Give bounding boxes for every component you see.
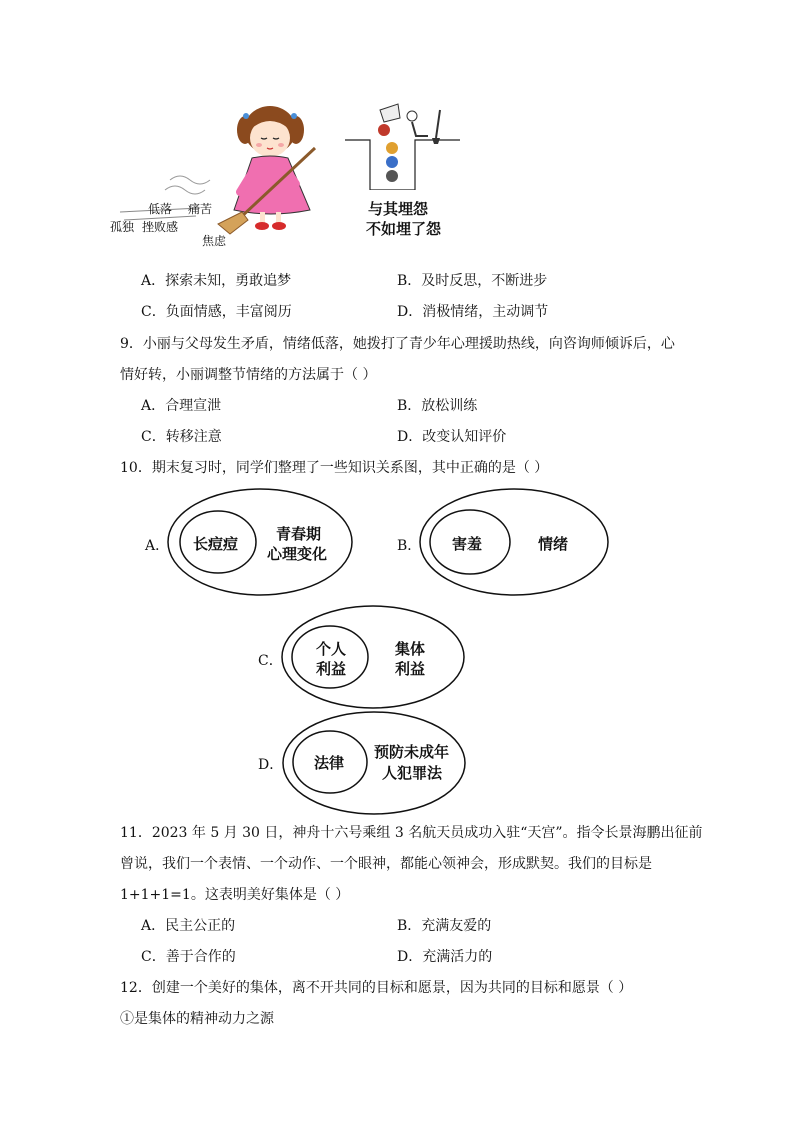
diagram-a-outer-text-1: 青春期	[276, 525, 322, 543]
diagram-c-inner-text-2: 利益	[316, 660, 347, 678]
diagram-a-outer-text-2: 心理变化	[267, 545, 328, 563]
q11-stem-line2: 曾说，我们一个表情、一个动作、一个眼神，都能心领神会，形成默契。我们的目标是	[120, 856, 652, 872]
q12-item-1: ①是集体的精神动力之源	[120, 1011, 274, 1027]
word-pain: 痛苦	[188, 202, 213, 216]
q11-option-c: C．善于合作的	[141, 949, 236, 965]
caption-line1: 与其埋怨	[368, 200, 429, 218]
q10-diagram-c-label: C．	[258, 653, 283, 669]
q9-option-c: C．转移注意	[141, 429, 222, 445]
q10-stem: 10．期末复习时，同学们整理了一些知识关系图，其中正确的是（ ）	[120, 460, 549, 476]
diagram-c-inner-text-1: 个人	[316, 640, 347, 658]
word-lonely: 孤独	[110, 220, 135, 234]
q10-diagram-b-label: B．	[397, 538, 422, 554]
diagram-a-inner-text: 长痘痘	[193, 535, 239, 553]
word-frustration: 挫败感	[142, 220, 179, 234]
q10-diagram-c	[280, 604, 466, 710]
bury-complaints-illustration	[340, 100, 470, 240]
q10-diagram-b	[418, 487, 612, 597]
diagram-b-outer-text: 情绪	[538, 535, 569, 553]
diagram-b-outer-ellipse	[420, 489, 608, 595]
diagram-d-outer-text-1: 预防未成年	[374, 743, 450, 761]
diagram-c-outer-ellipse	[282, 606, 464, 708]
q11-option-a: A．民主公正的	[141, 918, 236, 934]
q10-diagram-d-label: D．	[258, 757, 284, 773]
q11-option-b: B．充满友爱的	[397, 918, 492, 934]
q9-option-a: A．合理宣泄	[141, 398, 222, 414]
q11-option-d: D．充满活力的	[397, 949, 493, 965]
q12-stem: 12．创建一个美好的集体，离不开共同的目标和愿景，因为共同的目标和愿景（ ）	[120, 980, 633, 996]
word-anxiety: 焦虑	[202, 234, 227, 248]
q11-stem-line1: 11．2023 年 5 月 30 日，神舟十六号乘组 3 名航天员成功入驻“天宫”。指令长景海鹏出征前	[120, 825, 703, 841]
q9-option-b: B．放松训练	[397, 398, 478, 414]
girl-sweeping-illustration	[110, 100, 330, 248]
q8-option-a: A．探索未知，勇敢追梦	[141, 273, 292, 289]
diagram-c-outer-text-1: 集体	[395, 640, 426, 658]
q8-option-b: B．及时反思，不断进步	[397, 273, 548, 289]
diagram-b-inner-text: 害羞	[452, 535, 483, 553]
digging-figure-icon	[340, 100, 470, 190]
q9-option-d: D．改变认知评价	[397, 429, 507, 445]
q11-stem-line3: 1+1+1=1。这表明美好集体是（ ）	[120, 887, 350, 903]
diagram-d-outer-text-2: 人犯罪法	[382, 764, 443, 782]
q8-option-d: D．消极情绪，主动调节	[397, 304, 549, 320]
q9-stem-line2: 情好转，小丽调整节情绪的方法属于（ ）	[120, 367, 377, 383]
diagram-c-outer-text-2: 利益	[395, 660, 426, 678]
diagram-d-inner-text: 法律	[314, 754, 345, 772]
q9-stem-line1: 9．小丽与父母发生矛盾，情绪低落，她拨打了青少年心理援助热线，向咨询师倾诉后，心	[120, 336, 675, 352]
q8-option-c: C．负面情感，丰富阅历	[141, 304, 292, 320]
word-low: 低落	[148, 202, 173, 216]
caption-line2: 不如埋了怨	[366, 220, 442, 238]
q10-diagram-a-label: A．	[145, 538, 170, 554]
